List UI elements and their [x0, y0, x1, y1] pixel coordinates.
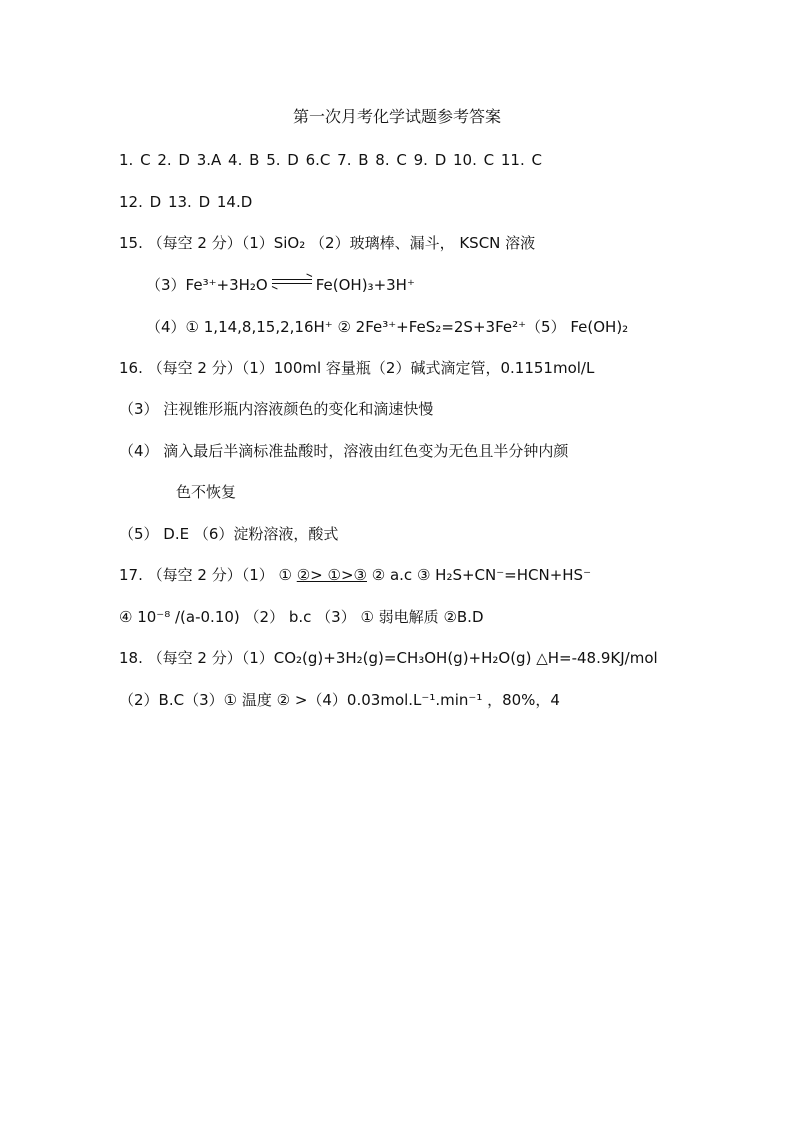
q15-line-3: （4）① 1,14,8,15,2,16H⁺ ② 2Fe³⁺+FeS₂=2S+3Fe²⁺（5） Fe(OH)₂	[146, 318, 629, 336]
q16-line-4: 色不恢复	[176, 483, 237, 501]
q15-line-1: 15. （每空 2 分）（1）SiO₂ （2）玻璃棒、漏斗， KSCN 溶液	[119, 234, 536, 252]
q15-equation-right: Fe(OH)₃+3H⁺	[315, 276, 415, 294]
q17-line-1	[119, 565, 591, 585]
q18-line-1: 18. （每空 2 分）（1）CO₂(g)+3H₂(g)=CH₃OH(g)+H₂O(g) △H=-48.9KJ/mol	[119, 649, 658, 667]
q17-underlined-order: ②> ①>③	[296, 566, 367, 584]
equilibrium-arrow-icon	[270, 277, 314, 287]
choice-answers-line-1: 1. C 2. D 3.A 4. B 5. D 6.C 7. B 8. C 9. D 10. C 11. C	[119, 151, 542, 169]
q18-line-2: （2）B.C（3）① 温度 ② >（4）0.03mol.L⁻¹.min⁻¹ ，80%，4	[119, 691, 560, 709]
q16-line-5: （5） D.E （6）淀粉溶液，酸式	[119, 525, 339, 543]
q16-line-3: （4） 滴入最后半滴标准盐酸时，溶液由红色变为无色且半分钟内颜	[119, 442, 569, 460]
page-title: 第一次月考化学试题参考答案	[292, 107, 501, 126]
q15-equation-left: （3）Fe³⁺+3H₂O	[146, 276, 268, 294]
q16-line-2: （3） 注视锥形瓶内溶液颜色的变化和滴速快慢	[119, 400, 434, 418]
q17-part-b: ② a.c ③ H₂S+CN⁻=HCN+HS⁻	[366, 566, 591, 584]
q16-line-1: 16. （每空 2 分）（1）100ml 容量瓶（2）碱式滴定管，0.1151mol/L	[119, 359, 595, 377]
q17-part-a: 17. （每空 2 分）（1） ①	[119, 566, 297, 584]
q15-line-2	[146, 275, 415, 295]
choice-answers-line-2: 12. D 13. D 14.D	[119, 193, 253, 211]
q17-line-2: ④ 10⁻⁸ /(a-0.10) （2） b.c （3） ① 弱电解质 ②B.D	[119, 608, 484, 626]
